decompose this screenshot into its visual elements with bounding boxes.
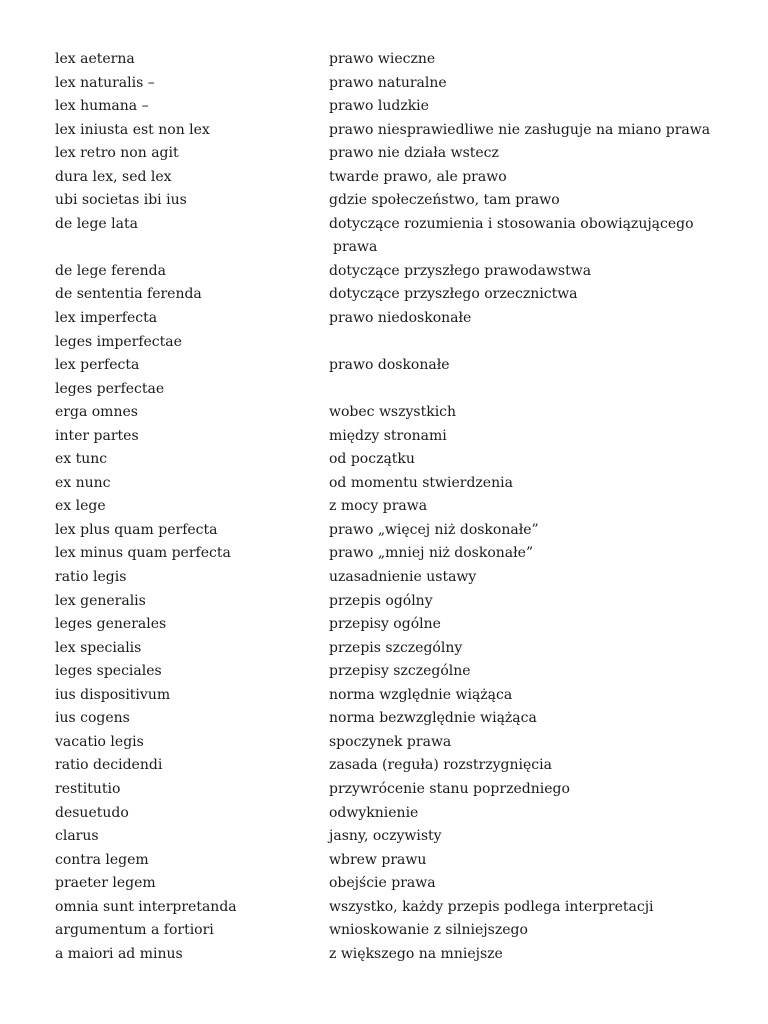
polish-definition: wobec wszystkich	[329, 404, 457, 421]
latin-term: lex aeterna	[55, 51, 135, 67]
glossary-row	[55, 331, 735, 355]
glossary-row	[55, 354, 735, 378]
glossary-row	[55, 542, 735, 566]
polish-definition: uzasadnienie ustawy	[329, 569, 477, 586]
glossary-row	[55, 684, 735, 708]
latin-term: lex retro non agit	[55, 145, 179, 162]
glossary-row	[55, 378, 735, 402]
glossary-row	[55, 943, 735, 967]
polish-definition: przepis szczególny	[329, 639, 463, 656]
polish-definition	[329, 378, 735, 402]
polish-definition: wbrew prawu	[329, 851, 427, 868]
glossary-row	[55, 283, 735, 307]
glossary-row	[55, 825, 735, 849]
glossary-row	[55, 48, 735, 72]
polish-definition: gdzie społeczeństwo, tam prawo	[329, 192, 560, 209]
latin-term: contra legem	[55, 851, 149, 868]
polish-definition: prawo niedoskonałe	[329, 310, 472, 327]
polish-definition	[329, 331, 735, 355]
latin-term: ius dispositivum	[55, 686, 171, 703]
latin-term: dura lex, sed lex	[55, 168, 172, 185]
polish-definition: przywrócenie stanu poprzedniego	[329, 780, 570, 797]
glossary-row	[55, 778, 735, 802]
glossary-row	[55, 590, 735, 614]
polish-definition: twarde prawo, ale prawo	[329, 168, 507, 185]
polish-definition: jasny, oczywisty	[329, 828, 442, 845]
latin-term: ratio legis	[55, 569, 127, 586]
glossary-row	[55, 119, 735, 143]
polish-definition: od początku	[329, 451, 415, 468]
latin-term: argumentum a fortiori	[55, 922, 214, 939]
polish-definition: prawo naturalne	[329, 74, 447, 91]
glossary-row	[55, 95, 735, 119]
polish-definition: prawo doskonałe	[329, 357, 450, 374]
polish-definition: z mocy prawa	[329, 498, 428, 515]
glossary-row	[55, 731, 735, 755]
term-spacer	[55, 236, 329, 260]
glossary-row	[55, 519, 735, 543]
latin-term: a maiori ad minus	[55, 945, 183, 962]
polish-definition: odwyknienie	[329, 804, 419, 821]
latin-term: ex tunc	[55, 451, 108, 468]
latin-term: inter partes	[55, 427, 139, 444]
latin-term: de lege ferenda	[55, 262, 166, 279]
glossary-row	[55, 72, 735, 96]
glossary-row	[55, 754, 735, 778]
glossary-row	[55, 472, 735, 496]
polish-definition: prawo „więcej niż doskonałe”	[329, 521, 539, 538]
polish-definition: dotyczące przyszłego prawodawstwa	[329, 262, 592, 279]
polish-definition: przepis ogólny	[329, 592, 433, 609]
latin-term: lex iniusta est non lex	[55, 121, 210, 138]
latin-term: de sententia ferenda	[55, 286, 202, 303]
glossary-row	[55, 213, 735, 237]
polish-definition: dotyczące rozumienia i stosowania obowiązującego	[329, 215, 694, 232]
latin-term: ius cogens	[55, 710, 130, 727]
latin-term: lex imperfecta	[55, 310, 158, 327]
latin-term: de lege lata	[55, 215, 138, 232]
polish-definition: z większego na mniejsze	[329, 945, 503, 962]
latin-term: ex nunc	[55, 474, 111, 491]
latin-term: clarus	[55, 828, 99, 845]
glossary-row	[55, 448, 735, 472]
glossary-row	[55, 919, 735, 943]
latin-term: omnia sunt interpretanda	[55, 898, 237, 915]
glossary-row	[55, 849, 735, 873]
glossary-row	[55, 166, 735, 190]
polish-definition: od momentu stwierdzenia	[329, 474, 513, 491]
glossary-row	[55, 660, 735, 684]
polish-definition: spoczynek prawa	[329, 733, 452, 750]
glossary-row	[55, 637, 735, 661]
polish-definition: wszystko, każdy przepis podlega interpretacji	[329, 898, 654, 915]
latin-term: lex specialis	[55, 639, 142, 656]
polish-definition: przepisy ogólne	[329, 616, 441, 633]
latin-term: leges speciales	[55, 663, 162, 680]
glossary-row	[55, 896, 735, 920]
polish-definition: przepisy szczególne	[329, 663, 471, 680]
latin-term: desuetudo	[55, 804, 129, 821]
latin-term: lex generalis	[55, 592, 146, 609]
latin-term: ex lege	[55, 498, 106, 515]
latin-term: lex humana –	[55, 98, 149, 115]
polish-definition: norma bezwzględnie wiążąca	[329, 710, 537, 727]
polish-definition: norma względnie wiążąca	[329, 686, 513, 703]
glossary-row	[55, 425, 735, 449]
glossary-list	[55, 48, 735, 966]
polish-definition: między stronami	[329, 427, 447, 444]
latin-term: leges imperfectae	[55, 333, 182, 350]
polish-definition: prawo wieczne	[329, 51, 436, 67]
latin-term: erga omnes	[55, 404, 138, 421]
latin-term: restitutio	[55, 780, 121, 797]
latin-term: leges perfectae	[55, 380, 165, 397]
glossary-row	[55, 566, 735, 590]
polish-definition: prawo „mniej niż doskonałe”	[329, 545, 534, 562]
glossary-row	[55, 260, 735, 284]
latin-term: lex plus quam perfecta	[55, 521, 218, 538]
polish-definition: obejście prawa	[329, 875, 436, 892]
glossary-row-continuation	[55, 236, 735, 260]
polish-definition-continuation: prawa	[333, 239, 378, 256]
polish-definition: zasada (reguła) rozstrzygnięcia	[329, 757, 552, 774]
polish-definition: wnioskowanie z silniejszego	[329, 922, 528, 939]
glossary-row	[55, 142, 735, 166]
glossary-row	[55, 613, 735, 637]
polish-definition: dotyczące przyszłego orzecznictwa	[329, 286, 578, 303]
latin-term: vacatio legis	[55, 733, 144, 750]
latin-term: ubi societas ibi ius	[55, 192, 187, 209]
glossary-row	[55, 307, 735, 331]
glossary-row	[55, 189, 735, 213]
latin-term: praeter legem	[55, 875, 156, 892]
polish-definition: prawo nie działa wstecz	[329, 145, 499, 162]
polish-definition: prawo niesprawiedliwe nie zasługuje na miano prawa	[329, 121, 711, 138]
latin-term: ratio decidendi	[55, 757, 163, 774]
polish-definition: prawo ludzkie	[329, 98, 429, 115]
latin-term: leges generales	[55, 616, 167, 633]
latin-term: lex minus quam perfecta	[55, 545, 231, 562]
glossary-row	[55, 495, 735, 519]
latin-term: lex naturalis –	[55, 74, 155, 91]
glossary-row	[55, 802, 735, 826]
glossary-row	[55, 872, 735, 896]
glossary-row	[55, 707, 735, 731]
latin-term: lex perfecta	[55, 357, 140, 374]
glossary-row	[55, 401, 735, 425]
